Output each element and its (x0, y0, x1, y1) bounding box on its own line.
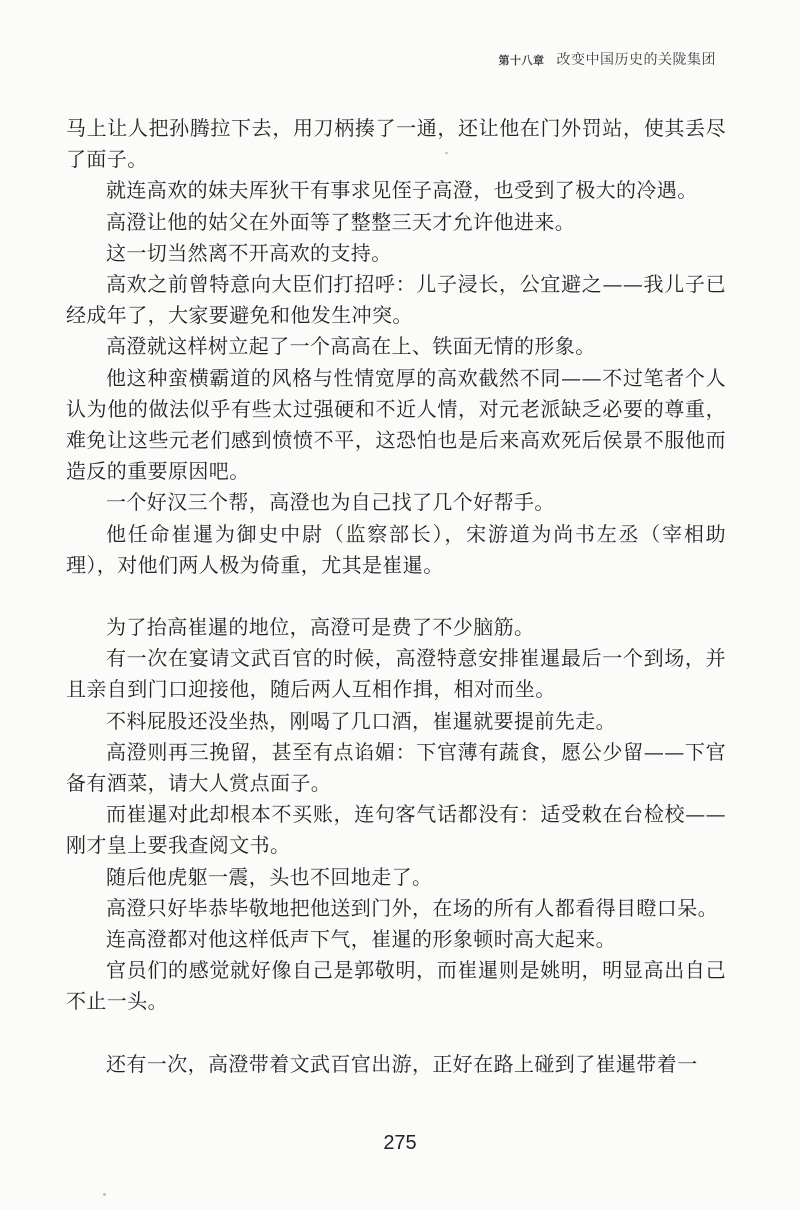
paragraph: 他这种蛮横霸道的风格与性情宽厚的高欢截然不同——不过笔者个人认为他的做法似乎有些太过强硬和不近人情，对元老派缺乏必要的尊重，难免让这些元老们感到愤愤不平，这恐怕也是后来高欢死后侯景不服他而造反的重要原因吧。 (66, 365, 726, 484)
paragraph: 高欢之前曾特意向大臣们打招呼：儿子浸长，公宜避之——我儿子已经成年了，大家要避免和他发生冲突。 (66, 272, 726, 328)
paragraph: 官员们的感觉就好像自己是郭敬明，而崔暹则是姚明，明显高出自己不止一头。 (66, 958, 726, 1014)
paragraph: 随后他虎躯一震，头也不回地走了。 (106, 864, 433, 889)
chapter-title: 改变中国历史的关陇集团 (556, 52, 716, 68)
paragraph: 有一次在宴请文武百官的时候，高澄特意安排崔暹最后一个到场，并且亲自到门口迎接他，随后两人互相作揖，相对而坐。 (66, 646, 726, 702)
paragraph: 一个好汉三个帮，高澄也为自己找了几个好帮手。 (106, 490, 555, 515)
paragraph: 而崔暹对此却根本不买账，连句客气话都没有：适受敕在台检校——刚才皇上要我查阅文书。 (66, 802, 726, 858)
page-body (66, 113, 726, 1080)
chapter-number: 第十八章 (498, 54, 545, 67)
paragraph: 高澄则再三挽留，甚至有点谄媚：下官薄有蔬食，愿公少留——下官备有酒菜，请大人赏点面子。 (66, 739, 726, 796)
paragraph: 高澄只好毕恭毕敬地把他送到门外，在场的所有人都看得目瞪口呆。 (106, 895, 718, 920)
paragraph: 不料屁股还没坐热，刚喝了几口酒，崔暹就要提前先走。 (106, 708, 616, 733)
paragraph: 就连高欢的妹夫厍狄干有事求见侄子高澄，也受到了极大的冷遇。 (106, 178, 698, 203)
section-break (66, 1018, 726, 1049)
scan-speck (445, 152, 448, 154)
section-break (66, 581, 726, 612)
scan-speck (103, 1193, 106, 1196)
paragraph: 还有一次，高澄带着文武百官出游，正好在路上碰到了崔暹带着一 (106, 1051, 698, 1076)
paragraph: 高澄就这样树立起了一个高高在上、铁面无情的形象。 (106, 334, 596, 359)
paragraph-continued: 马上让人把孙腾拉下去，用刀柄揍了一通，还让他在门外罚站，使其丢尽了面子。 (66, 116, 726, 172)
page-number: 275 (383, 1132, 417, 1154)
running-header (356, 50, 716, 71)
paragraph: 连高澄都对他这样低声下气，崔暹的形象顿时高大起来。 (106, 927, 616, 952)
paragraph: 他任命崔暹为御史中尉（监察部长），宋游道为尚书左丞（宰相助理），对他们两人极为倚重，尤其是崔暹。 (66, 521, 726, 577)
paragraph: 这一切当然离不开高欢的支持。 (106, 240, 392, 265)
paragraph: 高澄让他的姑父在外面等了整整三天才允许他进来。 (106, 209, 576, 234)
paragraph: 为了抬高崔暹的地位，高澄可是费了不少脑筋。 (106, 615, 535, 640)
